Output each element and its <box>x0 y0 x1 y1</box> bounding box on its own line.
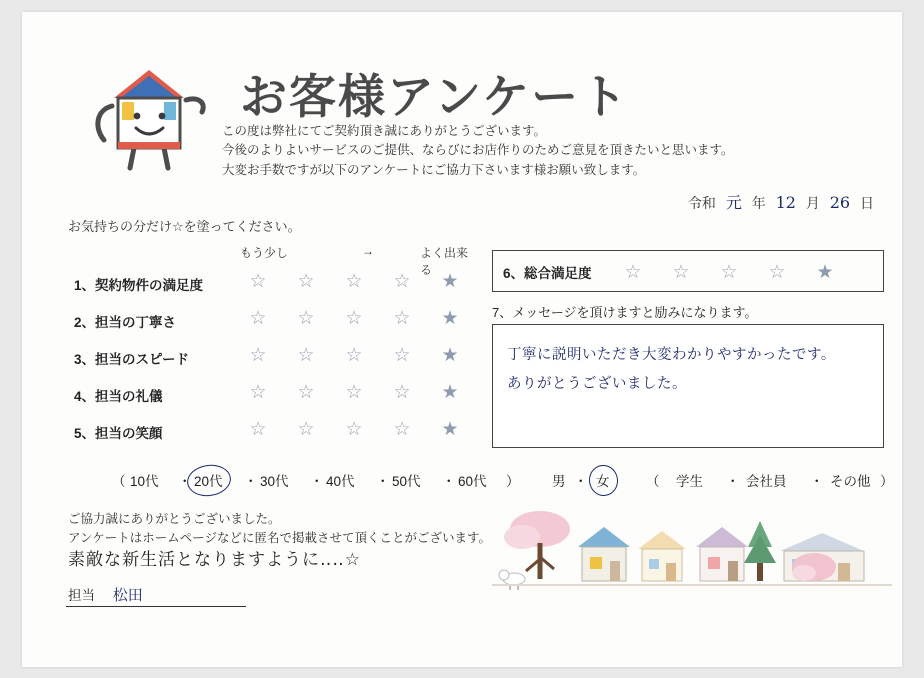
scale-header <box>52 244 472 277</box>
question-row <box>52 305 472 342</box>
question-label: 3、担当のスピード <box>74 352 189 367</box>
demographics-row <box>62 464 894 498</box>
question-table <box>52 244 472 453</box>
star-1[interactable]: ☆ <box>249 382 267 403</box>
star-2[interactable]: ☆ <box>297 382 315 403</box>
instruction-text: お気持ちの分だけ☆を塗ってください。 <box>68 219 301 234</box>
question-label: 4、担当の礼儀 <box>74 389 163 404</box>
era-label: 令和 <box>687 195 716 211</box>
lead-line-1: この度は弊社にてご契約頂き誠にありがとうございます。 <box>222 124 547 138</box>
question-label: 1、契約物件の満足度 <box>74 278 204 293</box>
lead-line-2: 今後のよりよいサービスのご提供、ならびにお店作りのためご意見を頂きたいと思います。 <box>222 143 734 158</box>
star-4[interactable]: ☆ <box>393 345 411 366</box>
thanks-line-1: ご協力誠にありがとうございました。 <box>68 512 281 526</box>
star-2[interactable]: ☆ <box>297 419 315 440</box>
star-1[interactable]: ☆ <box>624 262 642 283</box>
star-5[interactable]: ★ <box>441 345 459 366</box>
star-3[interactable]: ☆ <box>345 271 363 292</box>
thanks-line-2: アンケートはホームページなどに匿名で掲載させて頂くことがございます。 <box>68 530 492 545</box>
gender-option-female-selected[interactable]: 女 <box>596 470 610 490</box>
age-option-50[interactable]: 50代 <box>392 474 421 489</box>
age-option-40[interactable]: 40代 <box>326 474 355 489</box>
age-option-30[interactable]: 30代 <box>260 474 289 489</box>
age-separator-1: ・ <box>178 474 192 489</box>
star-5[interactable]: ★ <box>441 271 459 292</box>
lead-line-3: 大変お手数ですが以下のアンケートにご協力下さいます様お願い致します。 <box>222 162 646 177</box>
question-row <box>52 416 472 453</box>
star-1[interactable]: ☆ <box>249 271 267 292</box>
star-2[interactable]: ☆ <box>297 308 315 329</box>
star-2[interactable]: ☆ <box>297 345 315 366</box>
star-1[interactable]: ☆ <box>249 308 267 329</box>
star-5[interactable]: ★ <box>441 419 459 440</box>
age-option-60[interactable]: 60代 <box>458 474 487 489</box>
staff-label: 担当 <box>68 588 95 603</box>
message-line-2: ありがとうございました。 <box>507 376 687 392</box>
house-mascot-icon <box>74 54 224 174</box>
thanks-text <box>68 510 491 548</box>
occupation-open-paren: （ <box>646 474 660 489</box>
star-3[interactable]: ☆ <box>720 262 738 283</box>
star-3[interactable]: ☆ <box>345 382 363 403</box>
date-year-value[interactable]: 元 <box>725 193 742 212</box>
lead-text <box>222 122 734 180</box>
age-separator-4: ・ <box>376 474 390 489</box>
star-4[interactable]: ☆ <box>393 308 411 329</box>
occupation-separator-2: ・ <box>810 474 824 489</box>
date-day-unit: 日 <box>860 195 874 211</box>
question-row <box>52 342 472 379</box>
date-year-unit: 年 <box>751 195 766 211</box>
question-label: 2、担当の丁寧さ <box>74 315 177 330</box>
age-option-10[interactable]: 10代 <box>130 474 159 489</box>
age-separator-2: ・ <box>244 474 258 489</box>
age-option-20-selected[interactable]: 20代 <box>194 470 223 490</box>
star-4[interactable]: ☆ <box>393 382 411 403</box>
question-row <box>52 379 472 416</box>
star-4[interactable]: ☆ <box>393 419 411 440</box>
star-5[interactable]: ★ <box>441 382 459 403</box>
date-line <box>688 190 874 213</box>
message-line-1: 丁寧に説明いただき大変わかりやすかったです。 <box>507 347 836 363</box>
occupation-separator-1: ・ <box>726 474 740 489</box>
overall-satisfaction-box <box>492 250 884 292</box>
star-2[interactable]: ☆ <box>297 271 315 292</box>
page-title: お客様アンケート <box>240 70 630 125</box>
message-handwriting <box>507 341 836 399</box>
wish-text: 素敵な新生活となりますように‥‥☆ <box>68 550 361 569</box>
date-month-unit: 月 <box>805 195 820 211</box>
star-1[interactable]: ☆ <box>249 419 267 440</box>
date-month-value[interactable]: 12 <box>775 193 796 212</box>
overall-satisfaction-label: 6、総合満足度 <box>503 266 592 281</box>
star-4[interactable]: ☆ <box>393 271 411 292</box>
scale-left-label: もう少し <box>240 246 289 260</box>
occupation-option-employee[interactable]: 会社員 <box>746 474 787 489</box>
star-3[interactable]: ☆ <box>345 345 363 366</box>
star-5[interactable]: ★ <box>816 262 834 283</box>
date-day-value[interactable]: 26 <box>829 193 851 212</box>
occupation-option-student[interactable]: 学生 <box>676 474 703 489</box>
age-group-close-paren: ） <box>506 474 520 489</box>
star-1[interactable]: ☆ <box>249 345 267 366</box>
staff-name[interactable]: 松田 <box>112 586 143 604</box>
occupation-close-paren: ） <box>880 474 894 489</box>
star-3[interactable]: ☆ <box>345 419 363 440</box>
message-label: 7、メッセージを頂けますと励みになります。 <box>492 305 758 320</box>
occupation-option-other[interactable]: その他 <box>830 474 871 489</box>
question-label: 5、担当の笑顔 <box>74 426 163 441</box>
gender-separator: ・ <box>574 474 588 489</box>
star-4[interactable]: ☆ <box>768 262 786 283</box>
gender-option-male[interactable]: 男 <box>552 474 566 489</box>
star-2[interactable]: ☆ <box>672 262 690 283</box>
age-group-open-paren: （ <box>112 474 126 489</box>
town-illustration <box>492 507 892 597</box>
message-box[interactable] <box>492 324 884 448</box>
question-row <box>52 268 472 305</box>
age-separator-3: ・ <box>310 474 324 489</box>
star-5[interactable]: ★ <box>441 308 459 329</box>
star-3[interactable]: ☆ <box>345 308 363 329</box>
staff-field <box>68 584 143 605</box>
scale-arrow-icon: → <box>362 244 374 258</box>
staff-underline <box>66 606 246 607</box>
scale-right-label: よく出来る <box>420 246 469 277</box>
age-separator-5: ・ <box>442 474 456 489</box>
survey-sheet <box>22 12 902 667</box>
